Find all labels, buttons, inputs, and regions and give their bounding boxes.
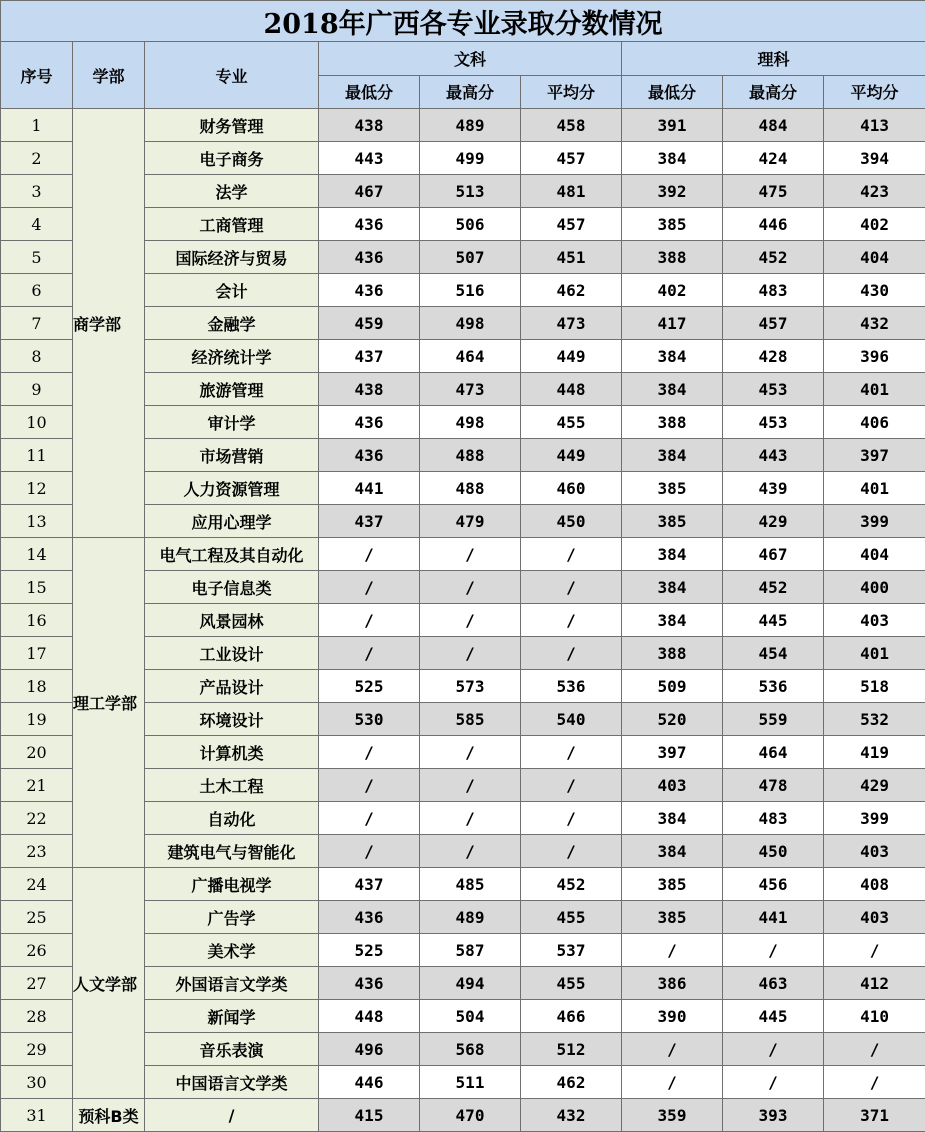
row-index: 4 [1,208,73,241]
science-min-score: 403 [622,769,723,802]
science-avg-score: 406 [824,406,925,439]
science-avg-score: 403 [824,835,925,868]
science-min-score: 391 [622,109,723,142]
arts-min-score: 436 [319,967,420,1000]
science-max-score: 457 [723,307,824,340]
arts-min-score: 496 [319,1033,420,1066]
science-max-score: 475 [723,175,824,208]
row-index: 15 [1,571,73,604]
science-max-score: 452 [723,571,824,604]
major-name: 经济统计学 [145,340,319,373]
science-min-score: 509 [622,670,723,703]
row-index: 24 [1,868,73,901]
header-arts-avg: 平均分 [521,75,622,109]
arts-max-score: 488 [420,439,521,472]
arts-avg-score: 540 [521,703,622,736]
science-max-score: / [723,934,824,967]
science-avg-score: 400 [824,571,925,604]
row-index: 28 [1,1000,73,1033]
science-max-score: 453 [723,373,824,406]
science-min-score: 384 [622,142,723,175]
science-avg-score: 394 [824,142,925,175]
major-name: 市场营销 [145,439,319,472]
arts-min-score: 436 [319,406,420,439]
arts-avg-score: 458 [521,109,622,142]
science-min-score: 402 [622,274,723,307]
row-index: 29 [1,1033,73,1066]
table-body [1,109,925,1132]
arts-max-score: 587 [420,934,521,967]
table-row [1,538,925,571]
arts-min-score: 441 [319,472,420,505]
science-min-score: 392 [622,175,723,208]
arts-avg-score: 512 [521,1033,622,1066]
major-name: 产品设计 [145,670,319,703]
arts-min-score: 459 [319,307,420,340]
arts-min-score: / [319,736,420,769]
science-max-score: 536 [723,670,824,703]
science-min-score: 359 [622,1099,723,1132]
row-index: 22 [1,802,73,835]
science-avg-score: 419 [824,736,925,769]
arts-min-score: / [319,637,420,670]
major-name: / [145,1099,319,1132]
science-avg-score: 413 [824,109,925,142]
science-min-score: 384 [622,835,723,868]
science-min-score: / [622,1066,723,1099]
arts-avg-score: 537 [521,934,622,967]
science-max-score: 483 [723,802,824,835]
major-name: 法学 [145,175,319,208]
science-avg-score: 408 [824,868,925,901]
arts-min-score: 467 [319,175,420,208]
arts-max-score: 489 [420,901,521,934]
science-avg-score: 532 [824,703,925,736]
major-name: 工商管理 [145,208,319,241]
arts-max-score: 513 [420,175,521,208]
arts-avg-score: 457 [521,142,622,175]
arts-avg-score: 432 [521,1099,622,1132]
arts-max-score: / [420,637,521,670]
header-arts-min: 最低分 [319,75,420,109]
science-max-score: 441 [723,901,824,934]
major-name: 中国语言文学类 [145,1066,319,1099]
row-index: 16 [1,604,73,637]
major-name: 计算机类 [145,736,319,769]
arts-max-score: 498 [420,307,521,340]
science-max-score: 483 [723,274,824,307]
arts-max-score: / [420,571,521,604]
science-min-score: 385 [622,472,723,505]
table-row [1,868,925,901]
arts-max-score: / [420,835,521,868]
science-max-score: 450 [723,835,824,868]
row-index: 3 [1,175,73,208]
row-index: 27 [1,967,73,1000]
science-avg-score: 401 [824,373,925,406]
science-min-score: 390 [622,1000,723,1033]
arts-avg-score: / [521,571,622,604]
arts-max-score: 511 [420,1066,521,1099]
row-index: 20 [1,736,73,769]
science-avg-score: 432 [824,307,925,340]
arts-min-score: / [319,538,420,571]
arts-min-score: 438 [319,373,420,406]
arts-min-score: 443 [319,142,420,175]
arts-max-score: 489 [420,109,521,142]
science-avg-score: 401 [824,637,925,670]
arts-avg-score: 457 [521,208,622,241]
science-max-score: 428 [723,340,824,373]
major-name: 土木工程 [145,769,319,802]
row-index: 17 [1,637,73,670]
arts-min-score: / [319,835,420,868]
arts-min-score: 438 [319,109,420,142]
header-arts-max: 最高分 [420,75,521,109]
science-min-score: 384 [622,802,723,835]
science-min-score: 417 [622,307,723,340]
row-index: 19 [1,703,73,736]
arts-avg-score: 462 [521,1066,622,1099]
science-max-score: 439 [723,472,824,505]
science-max-score: 453 [723,406,824,439]
science-avg-score: 397 [824,439,925,472]
science-max-score: 446 [723,208,824,241]
department-cell: 预科B类 [73,1099,145,1132]
arts-avg-score: 450 [521,505,622,538]
row-index: 30 [1,1066,73,1099]
science-avg-score: 404 [824,241,925,274]
science-min-score: 384 [622,340,723,373]
science-min-score: 385 [622,505,723,538]
science-max-score: 393 [723,1099,824,1132]
major-name: 自动化 [145,802,319,835]
arts-avg-score: / [521,802,622,835]
arts-avg-score: 452 [521,868,622,901]
science-min-score: 388 [622,637,723,670]
arts-avg-score: 455 [521,901,622,934]
row-index: 5 [1,241,73,274]
row-index: 21 [1,769,73,802]
arts-max-score: 507 [420,241,521,274]
arts-avg-score: 449 [521,340,622,373]
major-name: 人力资源管理 [145,472,319,505]
science-avg-score: 399 [824,505,925,538]
science-max-score: / [723,1033,824,1066]
arts-avg-score: 460 [521,472,622,505]
science-min-score: 397 [622,736,723,769]
science-avg-score: 423 [824,175,925,208]
major-name: 电子商务 [145,142,319,175]
arts-max-score: 568 [420,1033,521,1066]
arts-max-score: 506 [420,208,521,241]
department-cell: 商学部 [73,109,145,538]
table-title: 2018年广西各专业录取分数情况 [1,1,925,42]
row-index: 25 [1,901,73,934]
major-name: 国际经济与贸易 [145,241,319,274]
arts-avg-score: / [521,769,622,802]
arts-max-score: 494 [420,967,521,1000]
row-index: 31 [1,1099,73,1132]
row-index: 23 [1,835,73,868]
arts-avg-score: 455 [521,967,622,1000]
arts-avg-score: / [521,538,622,571]
arts-min-score: 437 [319,340,420,373]
major-name: 电子信息类 [145,571,319,604]
arts-min-score: / [319,802,420,835]
science-max-score: 456 [723,868,824,901]
science-min-score: 384 [622,373,723,406]
major-name: 财务管理 [145,109,319,142]
arts-max-score: 573 [420,670,521,703]
arts-max-score: / [420,802,521,835]
science-avg-score: 371 [824,1099,925,1132]
science-max-score: 445 [723,604,824,637]
arts-max-score: 516 [420,274,521,307]
arts-min-score: / [319,604,420,637]
header-science: 理科 [622,42,925,76]
science-avg-score: 429 [824,769,925,802]
science-max-score: 443 [723,439,824,472]
arts-max-score: 585 [420,703,521,736]
arts-max-score: / [420,736,521,769]
department-cell: 理工学部 [73,538,145,868]
science-avg-score: 402 [824,208,925,241]
arts-avg-score: 481 [521,175,622,208]
arts-min-score: 525 [319,934,420,967]
science-max-score: 463 [723,967,824,1000]
arts-min-score: 436 [319,208,420,241]
major-name: 美术学 [145,934,319,967]
department-cell: 人文学部 [73,868,145,1099]
arts-max-score: / [420,769,521,802]
science-min-score: 386 [622,967,723,1000]
science-avg-score: 403 [824,604,925,637]
arts-avg-score: 536 [521,670,622,703]
row-index: 14 [1,538,73,571]
science-max-score: 424 [723,142,824,175]
science-avg-score: 430 [824,274,925,307]
arts-min-score: 436 [319,274,420,307]
arts-max-score: / [420,604,521,637]
arts-avg-score: 455 [521,406,622,439]
major-name: 风景园林 [145,604,319,637]
major-name: 广播电视学 [145,868,319,901]
science-min-score: 385 [622,868,723,901]
arts-avg-score: 451 [521,241,622,274]
row-index: 13 [1,505,73,538]
science-avg-score: / [824,1033,925,1066]
major-name: 旅游管理 [145,373,319,406]
science-avg-score: 404 [824,538,925,571]
arts-min-score: 448 [319,1000,420,1033]
science-avg-score: / [824,1066,925,1099]
science-max-score: / [723,1066,824,1099]
table-row [1,109,925,142]
science-max-score: 478 [723,769,824,802]
science-max-score: 559 [723,703,824,736]
science-avg-score: 412 [824,967,925,1000]
arts-avg-score: 448 [521,373,622,406]
arts-max-score: 479 [420,505,521,538]
header-arts: 文科 [319,42,622,76]
science-max-score: 452 [723,241,824,274]
science-min-score: 385 [622,208,723,241]
science-min-score: 385 [622,901,723,934]
major-name: 应用心理学 [145,505,319,538]
major-name: 新闻学 [145,1000,319,1033]
header-major: 专业 [145,42,319,109]
arts-max-score: 499 [420,142,521,175]
arts-min-score: 525 [319,670,420,703]
arts-max-score: 498 [420,406,521,439]
row-index: 12 [1,472,73,505]
row-index: 11 [1,439,73,472]
major-name: 广告学 [145,901,319,934]
science-avg-score: / [824,934,925,967]
arts-avg-score: 462 [521,274,622,307]
row-index: 18 [1,670,73,703]
arts-avg-score: 466 [521,1000,622,1033]
row-index: 6 [1,274,73,307]
arts-max-score: 470 [420,1099,521,1132]
header-science-max: 最高分 [723,75,824,109]
major-name: 审计学 [145,406,319,439]
row-index: 10 [1,406,73,439]
row-index: 8 [1,340,73,373]
science-avg-score: 410 [824,1000,925,1033]
arts-max-score: / [420,538,521,571]
science-max-score: 467 [723,538,824,571]
major-name: 环境设计 [145,703,319,736]
arts-min-score: 436 [319,439,420,472]
arts-min-score: 436 [319,901,420,934]
science-avg-score: 396 [824,340,925,373]
header-science-min: 最低分 [622,75,723,109]
arts-min-score: / [319,769,420,802]
arts-min-score: 446 [319,1066,420,1099]
arts-max-score: 473 [420,373,521,406]
science-avg-score: 518 [824,670,925,703]
science-min-score: 388 [622,406,723,439]
major-name: 电气工程及其自动化 [145,538,319,571]
header-science-avg: 平均分 [824,75,925,109]
row-index: 2 [1,142,73,175]
arts-avg-score: / [521,604,622,637]
science-min-score: 384 [622,439,723,472]
science-max-score: 445 [723,1000,824,1033]
major-name: 建筑电气与智能化 [145,835,319,868]
row-index: 7 [1,307,73,340]
arts-avg-score: 473 [521,307,622,340]
science-min-score: 384 [622,538,723,571]
arts-min-score: 436 [319,241,420,274]
science-min-score: / [622,934,723,967]
arts-avg-score: / [521,637,622,670]
arts-min-score: 437 [319,505,420,538]
arts-max-score: 464 [420,340,521,373]
table-row [1,1099,925,1132]
science-avg-score: 403 [824,901,925,934]
arts-max-score: 485 [420,868,521,901]
arts-avg-score: / [521,835,622,868]
major-name: 工业设计 [145,637,319,670]
major-name: 会计 [145,274,319,307]
science-min-score: / [622,1033,723,1066]
major-name: 外国语言文学类 [145,967,319,1000]
science-min-score: 384 [622,571,723,604]
arts-min-score: 415 [319,1099,420,1132]
science-min-score: 520 [622,703,723,736]
header-index: 序号 [1,42,73,109]
science-max-score: 484 [723,109,824,142]
arts-max-score: 504 [420,1000,521,1033]
science-max-score: 464 [723,736,824,769]
arts-max-score: 488 [420,472,521,505]
major-name: 金融学 [145,307,319,340]
major-name: 音乐表演 [145,1033,319,1066]
science-avg-score: 401 [824,472,925,505]
arts-avg-score: 449 [521,439,622,472]
arts-min-score: 437 [319,868,420,901]
science-max-score: 429 [723,505,824,538]
row-index: 9 [1,373,73,406]
header-dept: 学部 [73,42,145,109]
arts-min-score: 530 [319,703,420,736]
science-max-score: 454 [723,637,824,670]
row-index: 1 [1,109,73,142]
science-min-score: 384 [622,604,723,637]
row-index: 26 [1,934,73,967]
arts-min-score: / [319,571,420,604]
arts-avg-score: / [521,736,622,769]
science-min-score: 388 [622,241,723,274]
science-avg-score: 399 [824,802,925,835]
